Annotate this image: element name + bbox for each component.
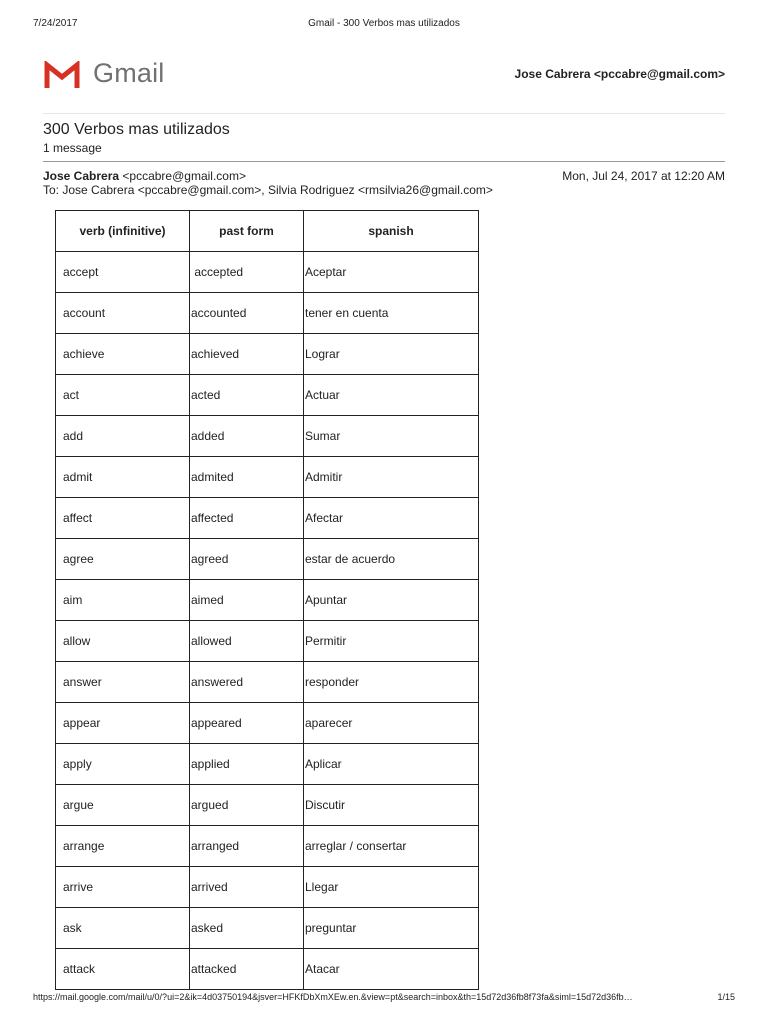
table-body bbox=[56, 252, 479, 990]
table-row bbox=[56, 375, 479, 416]
print-date: 7/24/2017 bbox=[33, 18, 78, 29]
table-row bbox=[56, 785, 479, 826]
verb-cell: accept bbox=[56, 252, 190, 293]
column-header: past form bbox=[190, 211, 304, 252]
account-info: Jose Cabrera <pccabre@gmail.com> bbox=[514, 67, 725, 81]
table-row bbox=[56, 826, 479, 867]
print-header bbox=[0, 18, 768, 32]
table-row bbox=[56, 744, 479, 785]
past-form-cell: attacked bbox=[190, 949, 304, 990]
past-form-cell: allowed bbox=[190, 621, 304, 662]
spanish-cell: Llegar bbox=[304, 867, 479, 908]
past-form-cell: appeared bbox=[190, 703, 304, 744]
spanish-cell: aparecer bbox=[304, 703, 479, 744]
verb-cell: add bbox=[56, 416, 190, 457]
past-form-cell: arrived bbox=[190, 867, 304, 908]
table-row bbox=[56, 457, 479, 498]
verbs-table bbox=[55, 210, 479, 990]
table-row bbox=[56, 293, 479, 334]
print-url: https://mail.google.com/mail/u/0/?ui=2&ik=4d03750194&jsver=HFKfDbXmXEw.en.&view=pt&search=inbox&th=15d72d36fb8f73fa&siml=15d72d36fb… bbox=[33, 992, 633, 1002]
verb-cell: account bbox=[56, 293, 190, 334]
table-row bbox=[56, 334, 479, 375]
past-form-cell: added bbox=[190, 416, 304, 457]
column-header: spanish bbox=[304, 211, 479, 252]
past-form-cell: affected bbox=[190, 498, 304, 539]
spanish-cell: Aplicar bbox=[304, 744, 479, 785]
table-row bbox=[56, 621, 479, 662]
past-form-cell: achieved bbox=[190, 334, 304, 375]
message-count: 1 message bbox=[43, 141, 102, 155]
table-row bbox=[56, 867, 479, 908]
past-form-cell: applied bbox=[190, 744, 304, 785]
table-row bbox=[56, 498, 479, 539]
verb-cell: answer bbox=[56, 662, 190, 703]
table-row bbox=[56, 662, 479, 703]
page-number: 1/15 bbox=[717, 992, 735, 1002]
spanish-cell: preguntar bbox=[304, 908, 479, 949]
verb-cell: argue bbox=[56, 785, 190, 826]
table-header-row bbox=[56, 211, 479, 252]
table-row bbox=[56, 416, 479, 457]
spanish-cell: Afectar bbox=[304, 498, 479, 539]
past-form-cell: answered bbox=[190, 662, 304, 703]
spanish-cell: estar de acuerdo bbox=[304, 539, 479, 580]
table-row bbox=[56, 252, 479, 293]
spanish-cell: Permitir bbox=[304, 621, 479, 662]
table-row bbox=[56, 539, 479, 580]
print-title: Gmail - 300 Verbos mas utilizados bbox=[308, 18, 460, 29]
spanish-cell: Apuntar bbox=[304, 580, 479, 621]
past-form-cell: admited bbox=[190, 457, 304, 498]
verb-cell: achieve bbox=[56, 334, 190, 375]
sender-name: Jose Cabrera bbox=[43, 169, 120, 183]
verb-cell: appear bbox=[56, 703, 190, 744]
sender-email: <pccabre@gmail.com> bbox=[122, 169, 246, 183]
verb-cell: allow bbox=[56, 621, 190, 662]
verb-cell: attack bbox=[56, 949, 190, 990]
verb-cell: arrange bbox=[56, 826, 190, 867]
table-row bbox=[56, 703, 479, 744]
past-form-cell: acted bbox=[190, 375, 304, 416]
divider bbox=[43, 113, 725, 114]
thread-subject: 300 Verbos mas utilizados bbox=[43, 121, 230, 138]
verb-cell: aim bbox=[56, 580, 190, 621]
spanish-cell: Lograr bbox=[304, 334, 479, 375]
table-row bbox=[56, 908, 479, 949]
print-footer bbox=[0, 992, 768, 1006]
past-form-cell: asked bbox=[190, 908, 304, 949]
message-from bbox=[43, 169, 246, 183]
column-header: verb (infinitive) bbox=[56, 211, 190, 252]
verb-cell: apply bbox=[56, 744, 190, 785]
past-form-cell: arranged bbox=[190, 826, 304, 867]
spanish-cell: responder bbox=[304, 662, 479, 703]
past-form-cell: accounted bbox=[190, 293, 304, 334]
verb-cell: agree bbox=[56, 539, 190, 580]
spanish-cell: arreglar / consertar bbox=[304, 826, 479, 867]
table-row bbox=[56, 580, 479, 621]
past-form-cell: accepted bbox=[190, 252, 304, 293]
message-date: Mon, Jul 24, 2017 at 12:20 AM bbox=[562, 169, 725, 183]
spanish-cell: Atacar bbox=[304, 949, 479, 990]
verb-cell: admit bbox=[56, 457, 190, 498]
spanish-cell: Actuar bbox=[304, 375, 479, 416]
divider bbox=[43, 161, 725, 162]
spanish-cell: Aceptar bbox=[304, 252, 479, 293]
spanish-cell: Admitir bbox=[304, 457, 479, 498]
table-row bbox=[56, 949, 479, 990]
past-form-cell: argued bbox=[190, 785, 304, 826]
verb-cell: act bbox=[56, 375, 190, 416]
verb-cell: affect bbox=[56, 498, 190, 539]
spanish-cell: Discutir bbox=[304, 785, 479, 826]
gmail-wordmark: Gmail bbox=[93, 58, 165, 88]
spanish-cell: Sumar bbox=[304, 416, 479, 457]
past-form-cell: aimed bbox=[190, 580, 304, 621]
gmail-m-icon bbox=[43, 61, 81, 90]
verb-cell: arrive bbox=[56, 867, 190, 908]
spanish-cell: tener en cuenta bbox=[304, 293, 479, 334]
message-recipients: To: Jose Cabrera <pccabre@gmail.com>, Silvia Rodriguez <rmsilvia26@gmail.com> bbox=[43, 183, 493, 197]
verb-cell: ask bbox=[56, 908, 190, 949]
past-form-cell: agreed bbox=[190, 539, 304, 580]
